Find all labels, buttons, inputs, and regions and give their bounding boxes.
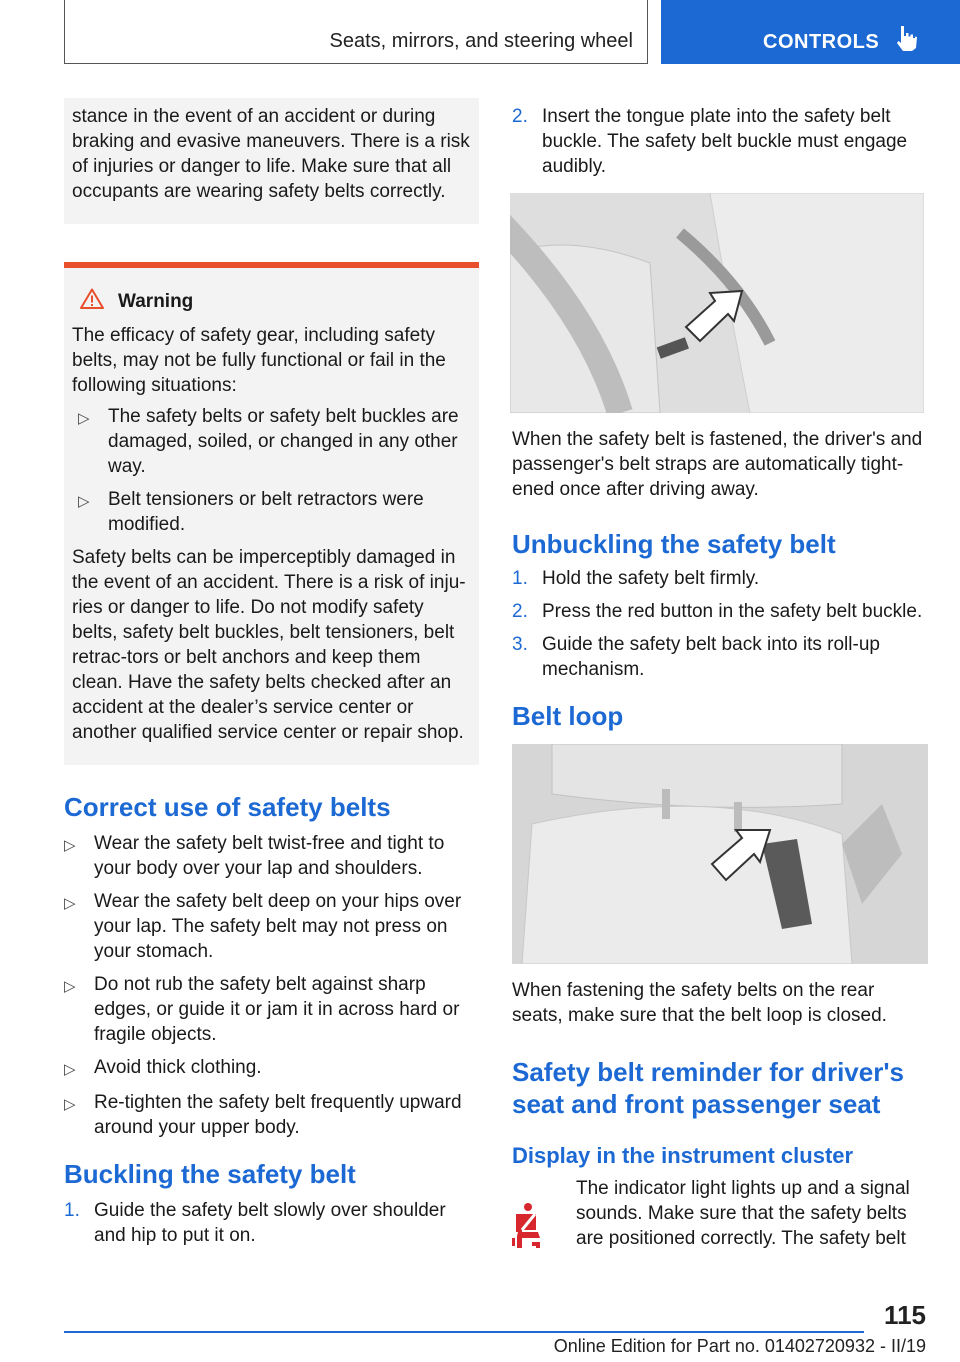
warning-list	[72, 404, 471, 537]
buckling-heading: Buckling the safety belt	[64, 1159, 356, 1189]
triangle-bullet-icon: ▷	[64, 1096, 76, 1113]
reminder-subheading: Display in the instrument cluster	[512, 1143, 854, 1168]
footer-divider	[64, 1331, 864, 1333]
chapter-title: CONTROLS	[763, 31, 880, 53]
warning-heading	[72, 288, 471, 315]
belt-loop-text: When fastening the safety belts on the rear seats, make sure that the belt loop is closed.	[512, 980, 887, 1026]
list-item: 1. Guide the safety belt slowly over shoulder and hip to put it on.	[64, 1200, 446, 1246]
warning-title: Warning	[118, 290, 194, 312]
left-column	[64, 98, 479, 1256]
hand-pointer-icon	[895, 24, 917, 57]
list-item: ▷ Do not rub the safety belt against sharp edges, or guide it or jam it in across hard or fragile objects.	[64, 974, 460, 1045]
triangle-bullet-icon: ▷	[64, 1061, 76, 1078]
warning-body: Safety belts can be imperceptibly damaged in the event of an accident. There is a risk of inju-ries or danger to life. Do not modify safety belts, safety belt buckles, belt tensioners, belt retrac-tors or belt anchors and keep them clean. Have the safety belts checked after an accident at the dealer’s service center or another qualified service center or repair shop.	[72, 547, 466, 743]
triangle-bullet-icon: ▷	[64, 837, 76, 854]
list-item: ▷ Wear the safety belt twist-free and tight to your body over your lap and shoulders.	[64, 833, 445, 879]
section-title: Seats, mirrors, and steering wheel	[329, 30, 633, 52]
triangle-bullet-icon: ▷	[78, 410, 90, 427]
list-item: 2. Press the red button in the safety belt buckle.	[512, 601, 923, 622]
page-header	[0, 0, 960, 66]
list-item: 1. Hold the safety belt firmly.	[512, 568, 760, 589]
warning-continued	[64, 98, 479, 224]
unbuckling-steps	[510, 566, 928, 682]
buckling-steps-continued	[510, 104, 928, 179]
fastened-text: When the safety belt is fastened, the driver's and passenger's belt straps are automatically tight-ened once after driving away.	[512, 429, 923, 500]
reminder-heading: Safety belt reminder for driver's seat and front passenger seat	[512, 1057, 904, 1119]
list-item: 3. Guide the safety belt back into its roll-up mechanism.	[512, 634, 880, 680]
warning-intro: The efficacy of safety gear, including safety belts, may not be fully functional or fail in the following situations:	[72, 325, 446, 396]
list-item: ▷ Belt tensioners or belt retractors were modified.	[78, 489, 424, 535]
correct-use-list	[64, 831, 479, 1140]
warning-triangle-icon	[80, 288, 118, 315]
list-item: ▷ Re-tighten the safety belt frequently upward around your upper body.	[64, 1092, 462, 1138]
triangle-bullet-icon: ▷	[64, 895, 76, 912]
list-item: ▷ Avoid thick clothing.	[64, 1055, 479, 1082]
triangle-bullet-icon: ▷	[78, 493, 90, 510]
unbuckling-heading: Unbuckling the safety belt	[512, 529, 836, 559]
list-item: ▷ Wear the safety belt deep on your hips over your lap. The safety belt may not press on your stomach.	[64, 891, 462, 962]
warning-continued-text: stance in the event of an accident or during braking and evasive maneuvers. There is a risk of injuries or danger to life. Make sure that all occupants are wearing safety belts correctly.	[72, 106, 470, 202]
belt-loop-heading: Belt loop	[512, 701, 624, 731]
buckling-steps	[64, 1198, 479, 1248]
warning-box	[64, 262, 479, 765]
list-item: ▷ The safety belts or safety belt buckles are damaged, soiled, or changed in any other way.	[78, 406, 459, 477]
list-item: 2. Insert the tongue plate into the safety belt buckle. The safety belt buckle must engage audibly.	[512, 106, 908, 177]
correct-use-heading: Correct use of safety belts	[64, 792, 391, 822]
indicator-description	[510, 1176, 928, 1253]
triangle-bullet-icon: ▷	[64, 978, 76, 995]
indicator-text: The indicator light lights up and a signal sounds. Make sure that the safety belts are positioned correctly. The safety belt	[576, 1178, 910, 1249]
seatbelt-warning-icon	[510, 1176, 576, 1253]
section-header	[64, 0, 648, 64]
page-number: 115	[884, 1300, 926, 1330]
buckle-illustration	[510, 193, 924, 413]
chapter-tab	[661, 0, 960, 64]
edition-text: Online Edition for Part no. 01402720932 - II/19	[553, 1336, 926, 1356]
belt-loop-illustration	[512, 744, 928, 964]
right-column	[510, 98, 928, 1253]
